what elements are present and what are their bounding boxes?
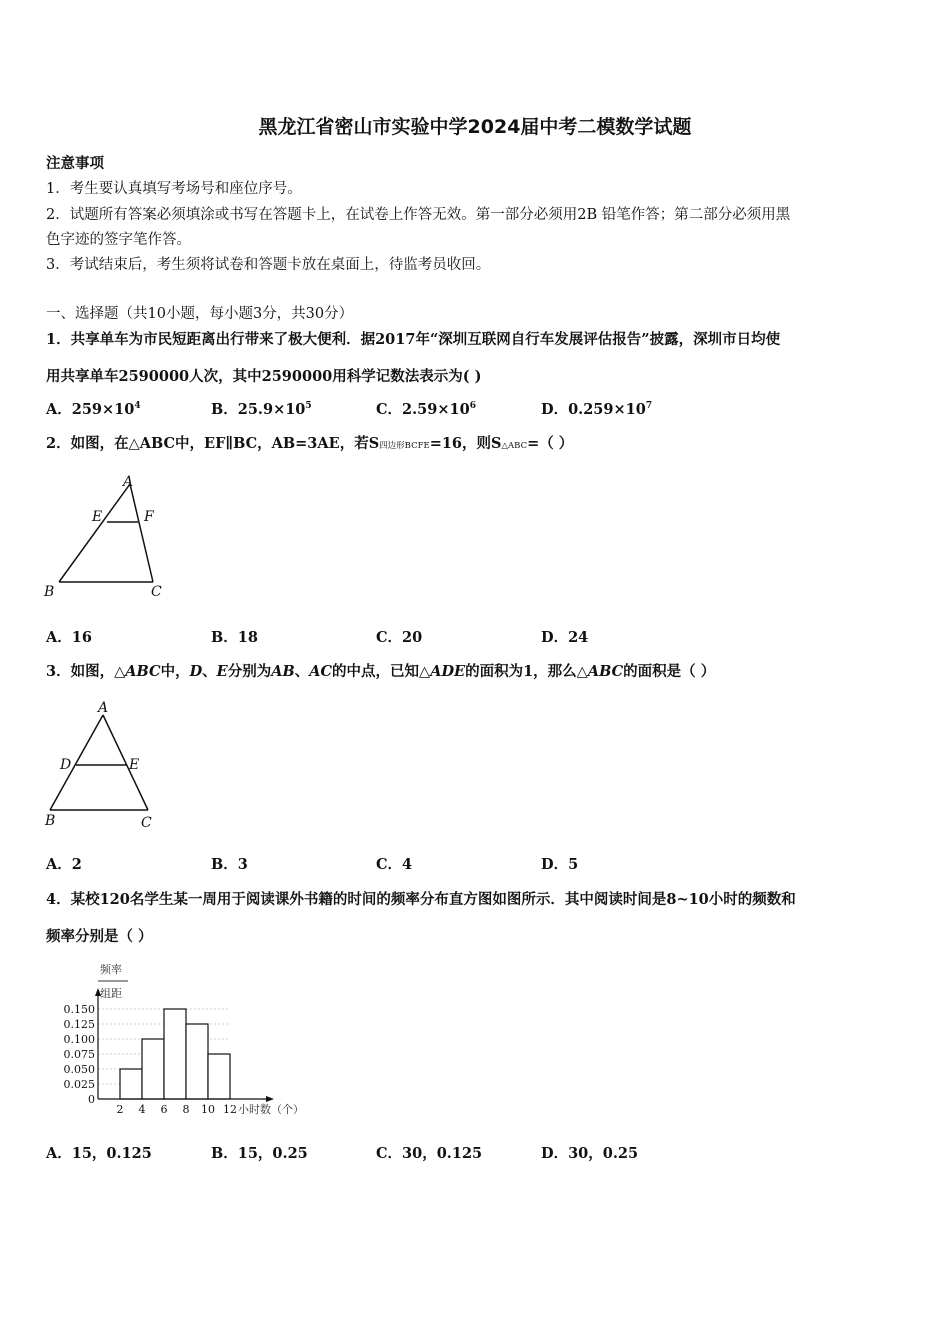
q4-option-a: A．15，0.125 bbox=[46, 1145, 152, 1162]
q2-label-b: B bbox=[44, 584, 55, 600]
section-heading: 一、选择题（共10小题，每小题3分，共30分） bbox=[46, 306, 354, 322]
bars bbox=[120, 1009, 230, 1099]
note-item-1: 1．考生要认真填写考场号和座位序号。 bbox=[46, 181, 302, 197]
q2-triangle-figure bbox=[40, 472, 170, 602]
q3-stem: 3．如图，△ABC中，D、E分别为AB、AC的中点，已知△ADE的面积为1，那么△ABC的面积是（ ） bbox=[46, 663, 716, 680]
q1-option-d: D．$0.259\times 10^7$ bbox=[541, 401, 653, 418]
q2-stem: 2．如图，在△ABC中，EF∥BC，AB=3AE，若S四边形BCFE=16，则S△ABC=（ ） bbox=[46, 435, 574, 452]
page-title: 黑龙江省密山市实验中学2024届中考二模数学试题 bbox=[258, 116, 692, 138]
q4-line-1: 4．某校120名学生某一周用于阅读课外书籍的时间的频率分布直方图如图所示．其中阅读时间是8~10小时的频数和 bbox=[46, 891, 796, 908]
q2-label-a: A bbox=[123, 474, 134, 490]
notes-heading: 注意事项 bbox=[46, 155, 104, 172]
q3-option-a: A．2 bbox=[46, 856, 82, 873]
y-tick-label: 0.100 bbox=[63, 1033, 95, 1046]
q2-label-f: F bbox=[144, 509, 154, 525]
y-tick-label: 0.075 bbox=[63, 1048, 95, 1061]
x-axis-label: 小时数（个） bbox=[238, 1103, 304, 1116]
q3-label-e: E bbox=[129, 757, 140, 773]
q1-line-1: 1．共享单车为市民短距离出行带来了极大便利．据2017年“深圳互联网自行车发展评估报告”披露，深圳市日均使 bbox=[46, 331, 781, 348]
q3-label-a: A bbox=[98, 700, 109, 716]
x-tick-label: 12 bbox=[223, 1103, 237, 1116]
q3-triangle-figure bbox=[40, 700, 170, 830]
x-tick-label: 4 bbox=[138, 1103, 146, 1116]
q2-option-c: C．20 bbox=[376, 629, 423, 646]
y-label-bottom: 组距 bbox=[100, 987, 122, 1000]
q3-label-c: C bbox=[141, 815, 152, 831]
note-item-2-cont: 色字迹的签字笔作答。 bbox=[46, 232, 191, 248]
origin-label: 0 bbox=[88, 1093, 95, 1106]
y-tick-labels bbox=[64, 1003, 96, 1091]
q1-line-2: 用共享单车2590000人次，其中2590000用科学记数法表示为( ) bbox=[46, 368, 482, 385]
q2-label-c: C bbox=[151, 584, 162, 600]
q2-side-ab bbox=[59, 484, 130, 582]
q4-histogram bbox=[40, 955, 320, 1125]
x-tick-labels bbox=[117, 1103, 238, 1116]
histogram-bar bbox=[164, 1009, 186, 1099]
q1-option-b: B．$25.9\times 10^5$ bbox=[211, 401, 312, 418]
q4-line-2: 频率分别是（ ） bbox=[46, 928, 153, 945]
q2-option-a: A．16 bbox=[46, 629, 92, 646]
q2-side-ac bbox=[130, 484, 153, 582]
y-tick-label: 0.125 bbox=[63, 1018, 95, 1031]
q3-label-d: D bbox=[60, 757, 72, 773]
q3-option-b: B．3 bbox=[211, 856, 248, 873]
q3-option-c: C．4 bbox=[376, 856, 413, 873]
y-label-top: 频率 bbox=[100, 963, 122, 976]
histogram-bar bbox=[120, 1069, 142, 1099]
histogram-bar bbox=[208, 1054, 230, 1099]
q2-option-d: D．24 bbox=[541, 629, 589, 646]
note-item-3: 3．考试结束后，考生须将试卷和答题卡放在桌面上，待监考员收回。 bbox=[46, 257, 491, 273]
x-tick-label: 6 bbox=[160, 1103, 168, 1116]
q4-option-b: B．15，0.25 bbox=[211, 1145, 308, 1162]
q2-option-b: B．18 bbox=[211, 629, 258, 646]
y-tick-label: 0.150 bbox=[63, 1003, 95, 1016]
q4-option-c: C．30，0.125 bbox=[376, 1145, 483, 1162]
x-axis-arrow bbox=[266, 1096, 274, 1102]
q1-option-a: A．$259\times 10^4$ bbox=[46, 401, 141, 418]
x-tick-label: 8 bbox=[182, 1103, 190, 1116]
q3-option-d: D．5 bbox=[541, 856, 579, 873]
x-tick-label: 2 bbox=[116, 1103, 124, 1116]
q3-side-ac bbox=[103, 715, 148, 810]
histogram-bar bbox=[142, 1039, 164, 1099]
q3-side-ab bbox=[50, 715, 103, 810]
q2-label-e: E bbox=[92, 509, 103, 525]
q1-option-c: C．$2.59\times 10^6$ bbox=[376, 401, 476, 418]
y-tick-label: 0.050 bbox=[63, 1063, 95, 1076]
note-item-2: 2．试题所有答案必须填涂或书写在答题卡上，在试卷上作答无效。第一部分必须用2B 铅笔作答；第二部分必须用黑 bbox=[46, 207, 791, 223]
y-tick-label: 0.025 bbox=[63, 1078, 95, 1091]
q3-label-b: B bbox=[45, 813, 56, 829]
histogram-bar bbox=[186, 1024, 208, 1099]
q4-option-d: D．30，0.25 bbox=[541, 1145, 639, 1162]
x-tick-label: 10 bbox=[201, 1103, 215, 1116]
